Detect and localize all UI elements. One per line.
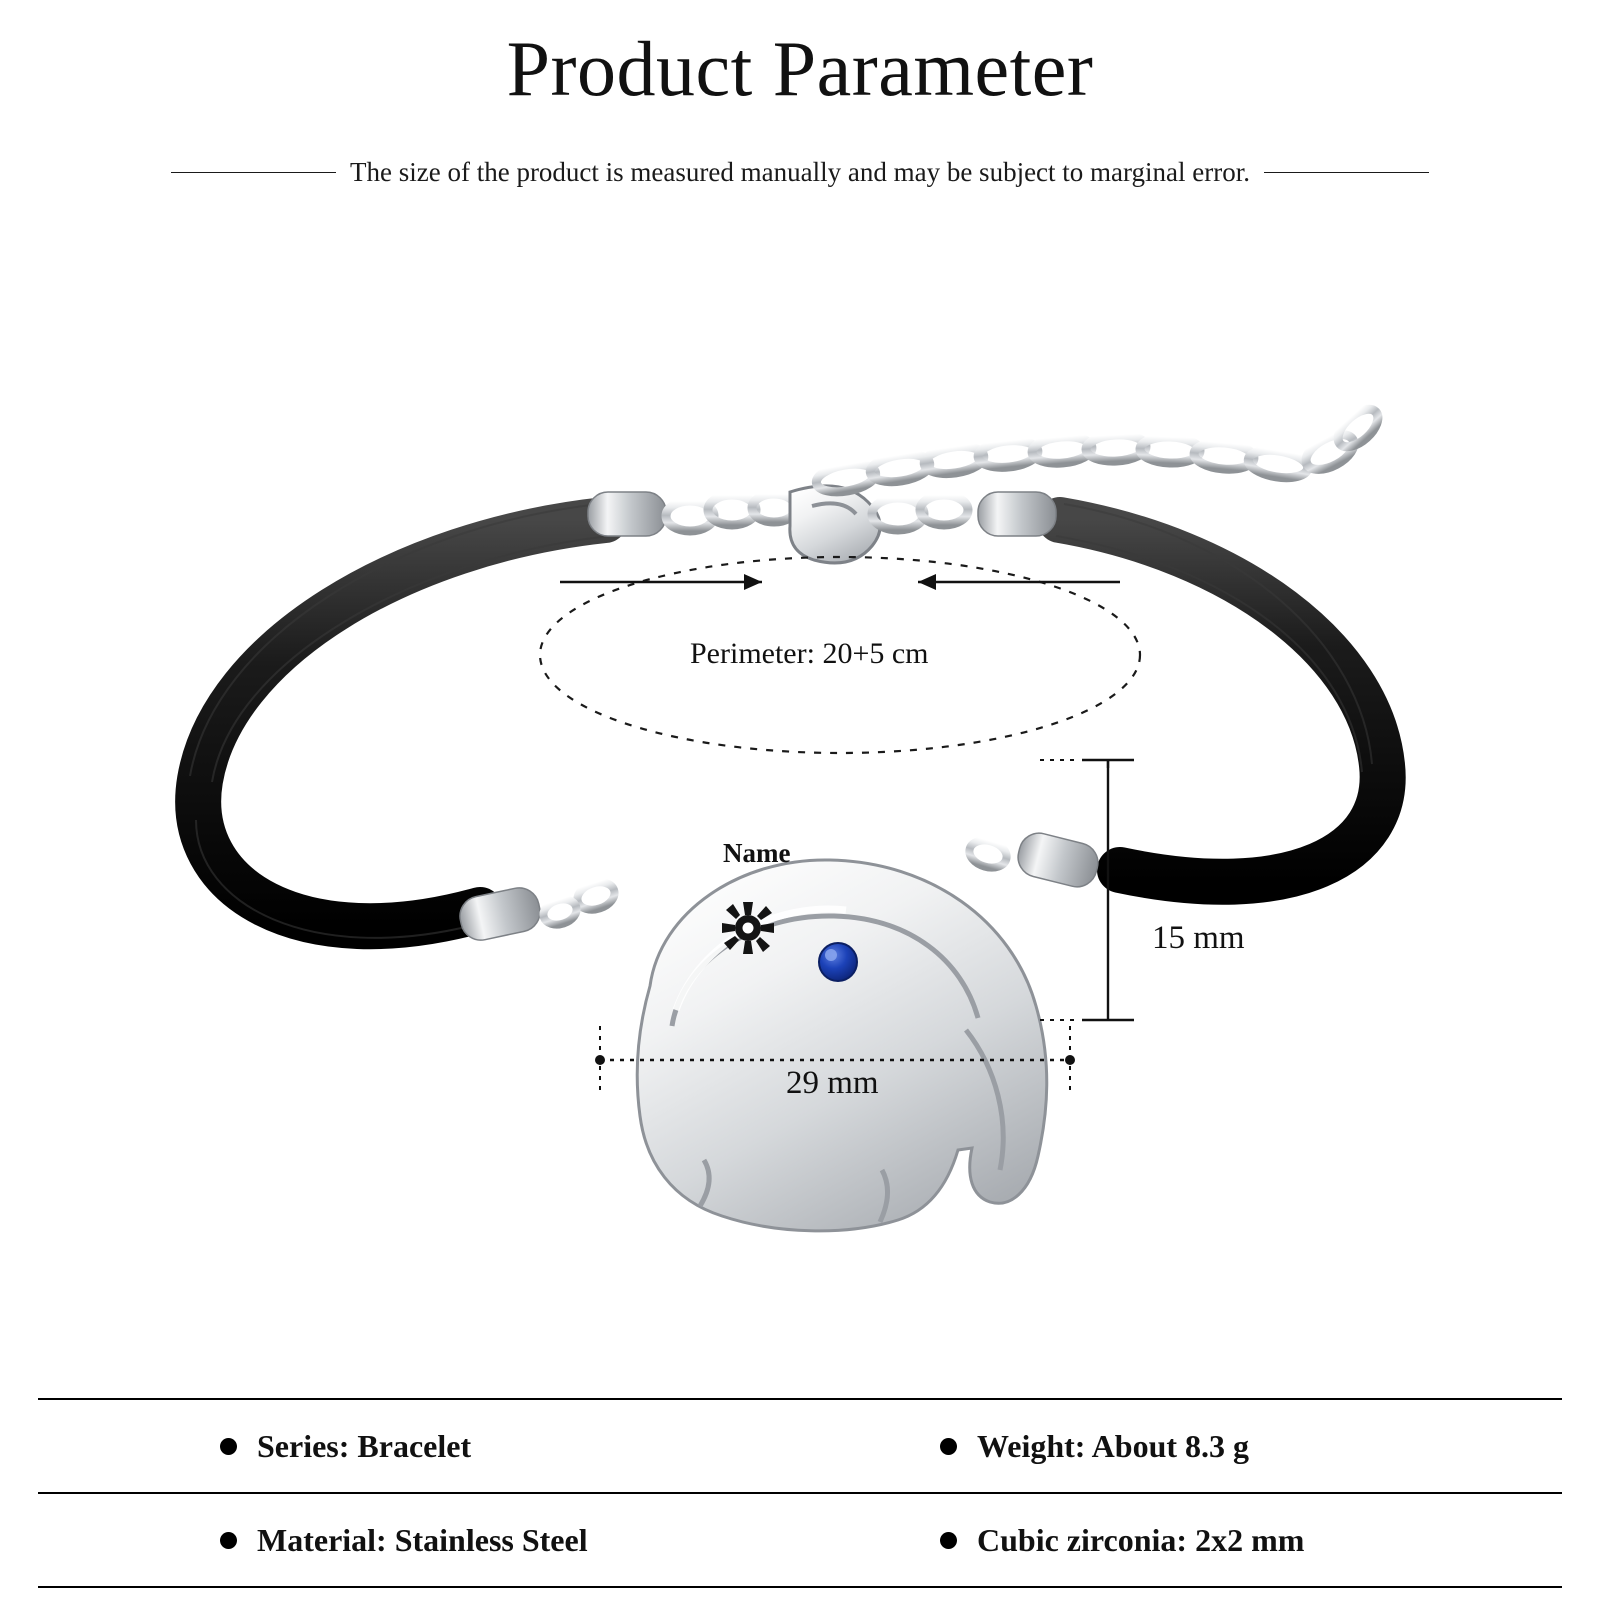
extension-chain — [814, 402, 1384, 496]
lobster-clasp — [790, 486, 880, 563]
engraving-name-label: Name — [723, 838, 791, 868]
specs-row-1 — [38, 1400, 1562, 1492]
specs-divider-bottom — [38, 1586, 1562, 1588]
bullet-icon — [940, 1532, 957, 1549]
elephant-pendant — [637, 860, 1047, 1231]
cap-top-right — [978, 492, 1056, 536]
pendant-connector-left — [540, 878, 618, 929]
spec-material — [38, 1522, 800, 1559]
spec-cubic-zirconia — [800, 1522, 1562, 1559]
cap-bottom-right — [1014, 829, 1102, 891]
page-subtitle: The size of the product is measured manually and may be subject to marginal error. — [350, 156, 1250, 187]
subtitle-row — [0, 152, 1600, 192]
clasp-rings-right — [872, 495, 968, 530]
sun-engraving-icon — [722, 902, 774, 954]
perimeter-label: Perimeter: 20+5 cm — [690, 637, 929, 670]
product-image-stage — [0, 220, 1600, 1350]
spec-cubic-zirconia-text: Cubic zirconia: 2x2 mm — [977, 1521, 1305, 1558]
pendant-connector-right — [966, 836, 1010, 871]
spec-material-text: Material: Stainless Steel — [257, 1521, 588, 1558]
page-title: Product Parameter — [506, 25, 1094, 112]
bullet-icon — [940, 1438, 957, 1455]
divider-left — [171, 172, 336, 173]
bullet-icon — [220, 1438, 237, 1455]
page-header — [0, 0, 1600, 220]
width-label: 29 mm — [786, 1065, 879, 1101]
bullet-icon — [220, 1532, 237, 1549]
gemstone — [819, 943, 857, 981]
cord-left — [198, 520, 605, 926]
cap-top-left — [588, 492, 666, 536]
bracelet-illustration — [0, 220, 1600, 1350]
clasp-rings-left — [666, 494, 796, 531]
spec-weight-text: Weight: About 8.3 g — [977, 1427, 1250, 1464]
spec-series — [38, 1428, 800, 1465]
specs-row-2 — [38, 1494, 1562, 1586]
spec-series-text: Series: Bracelet — [257, 1427, 472, 1464]
specs-table — [38, 1398, 1562, 1588]
spec-weight — [800, 1428, 1562, 1465]
divider-right — [1264, 172, 1429, 173]
height-label: 15 mm — [1152, 920, 1245, 956]
